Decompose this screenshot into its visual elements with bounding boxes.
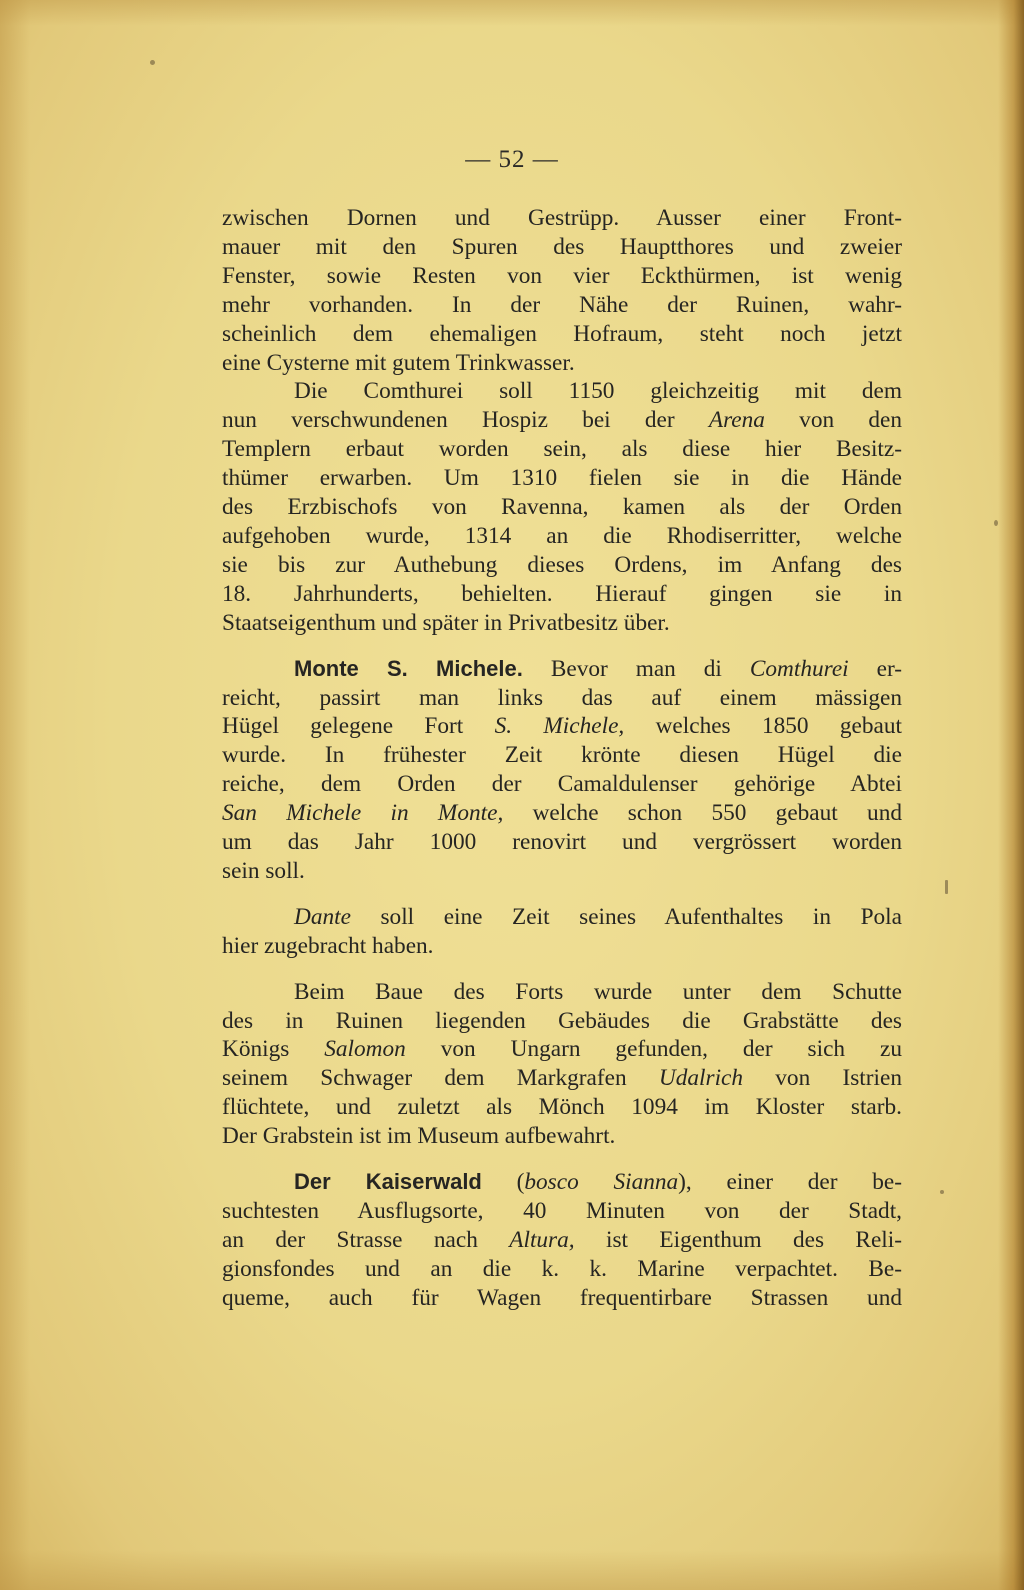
text-run: Königs	[222, 1036, 325, 1063]
text-line: queme, auch für Wagen frequentirbare Strassen und	[222, 1284, 902, 1311]
text-line: mauer mit den Spuren des Hauptthores und zweier	[222, 233, 902, 260]
text-line: eine Cysterne mit gutem Trinkwasser.	[222, 349, 575, 376]
italic-term: San Michele in Monte,	[222, 800, 504, 827]
text-run: nun verschwundenen Hospiz bei der	[222, 407, 709, 434]
paragraph	[222, 1168, 902, 1313]
page-number: — 52 —	[465, 146, 559, 173]
italic-term: Dante	[294, 903, 351, 930]
text-line	[222, 799, 902, 828]
text-line: reicht, passirt man links das auf einem mässigen	[222, 684, 902, 711]
text-line	[222, 1064, 902, 1093]
italic-term: Comthurei	[749, 655, 849, 682]
text-run: welche schon 550 gebaut und	[503, 800, 902, 827]
text-run: ), einer der be-	[678, 1169, 902, 1196]
text-run: welches 1850 gebaut	[624, 713, 902, 740]
text-line	[222, 712, 902, 741]
page-edge-left	[0, 0, 30, 1590]
text-line: aufgehoben wurde, 1314 an die Rhodiserritter, welche	[222, 522, 902, 549]
text-line: Beim Baue des Forts wurde unter dem Schutte	[294, 978, 902, 1005]
text-line: thümer erwarben. Um 1310 fielen sie in die Hände	[222, 465, 902, 492]
text-line: sie bis zur Authebung dieses Ordens, im Anfang des	[222, 551, 902, 578]
text-line: reiche, dem Orden der Camaldulenser gehörige Abtei	[222, 771, 902, 798]
page-edge-bottom	[0, 1550, 1024, 1590]
italic-term: S. Michele,	[494, 713, 625, 740]
text-line: hier zugebracht haben.	[222, 932, 434, 959]
italic-term: bosco Sianna	[524, 1169, 679, 1196]
body-text	[222, 204, 902, 1313]
text-run: (	[481, 1169, 525, 1196]
section-heading: Monte S. Michele.	[294, 655, 523, 681]
italic-term: Altura,	[509, 1226, 575, 1253]
text-line: Templern erbaut worden sein, als diese hier Besitz-	[222, 436, 902, 463]
text-line	[222, 406, 902, 435]
text-line: mehr vorhanden. In der Nähe der Ruinen, wahr-	[222, 291, 902, 318]
text-line	[222, 655, 902, 684]
text-line: Die Comthurei soll 1150 gleichzeitig mit dem	[294, 378, 902, 405]
italic-term: Udalrich	[658, 1065, 744, 1092]
text-line: scheinlich dem ehemaligen Hofraum, steht noch jetzt	[222, 320, 902, 347]
paragraph	[222, 377, 902, 637]
text-line	[222, 903, 902, 932]
text-run: an der Strasse nach	[222, 1226, 510, 1253]
text-line: sein soll.	[222, 857, 305, 884]
italic-term: Arena	[708, 407, 765, 434]
text-run: ist Eigenthum des Reli-	[574, 1226, 902, 1253]
text-line: des Erzbischofs von Ravenna, kamen als der Orden	[222, 494, 902, 521]
text-run: soll eine Zeit seines Aufenthaltes in Pola	[350, 903, 902, 930]
paper-speck	[994, 520, 998, 526]
paper-speck	[945, 880, 948, 894]
text-run: seinem Schwager dem Markgrafen	[222, 1065, 659, 1092]
text-run: Bevor man di	[522, 655, 750, 682]
text-line: des in Ruinen liegenden Gebäudes die Grabstätte des	[222, 1007, 902, 1034]
text-line: zwischen Dornen und Gestrüpp. Ausser einer Front-	[222, 205, 902, 231]
text-run: von Istrien	[743, 1065, 902, 1092]
text-line: wurde. In frühester Zeit krönte diesen Hügel die	[222, 742, 902, 769]
text-run: von den	[764, 407, 903, 434]
text-line: Fenster, sowie Resten von vier Eckthürmen, ist wenig	[222, 262, 902, 289]
paragraph	[222, 903, 902, 961]
paragraph	[222, 655, 902, 886]
text-run: er-	[848, 655, 903, 682]
text-line	[222, 1035, 902, 1064]
text-run: Hügel gelegene Fort	[222, 713, 495, 740]
text-line: 18. Jahrhunderts, behielten. Hierauf gingen sie in	[222, 580, 902, 607]
paper-speck	[150, 60, 155, 65]
paragraph	[222, 204, 902, 377]
text-line: Der Grabstein ist im Museum aufbewahrt.	[222, 1123, 616, 1150]
section-heading: Der Kaiserwald	[294, 1169, 482, 1195]
paragraph	[222, 978, 902, 1151]
text-line: gionsfondes und an die k. k. Marine verpachtet. Be-	[222, 1255, 902, 1282]
text-run: von Ungarn gefunden, der sich zu	[405, 1036, 902, 1063]
text-line	[222, 1168, 902, 1197]
page-edge-right	[998, 0, 1024, 1590]
text-line: suchtesten Ausflugsorte, 40 Minuten von der Stadt,	[222, 1198, 902, 1224]
text-line: flüchtete, und zuletzt als Mönch 1094 im Kloster starb.	[222, 1094, 902, 1121]
paper-speck	[940, 1190, 944, 1194]
page-edge-top	[0, 0, 1024, 26]
text-line: um das Jahr 1000 renovirt und vergrössert worden	[222, 829, 902, 856]
italic-term: Salomon	[324, 1036, 406, 1063]
text-line	[222, 1226, 902, 1255]
text-line: Staatseigenthum und später in Privatbesitz über.	[222, 609, 670, 636]
